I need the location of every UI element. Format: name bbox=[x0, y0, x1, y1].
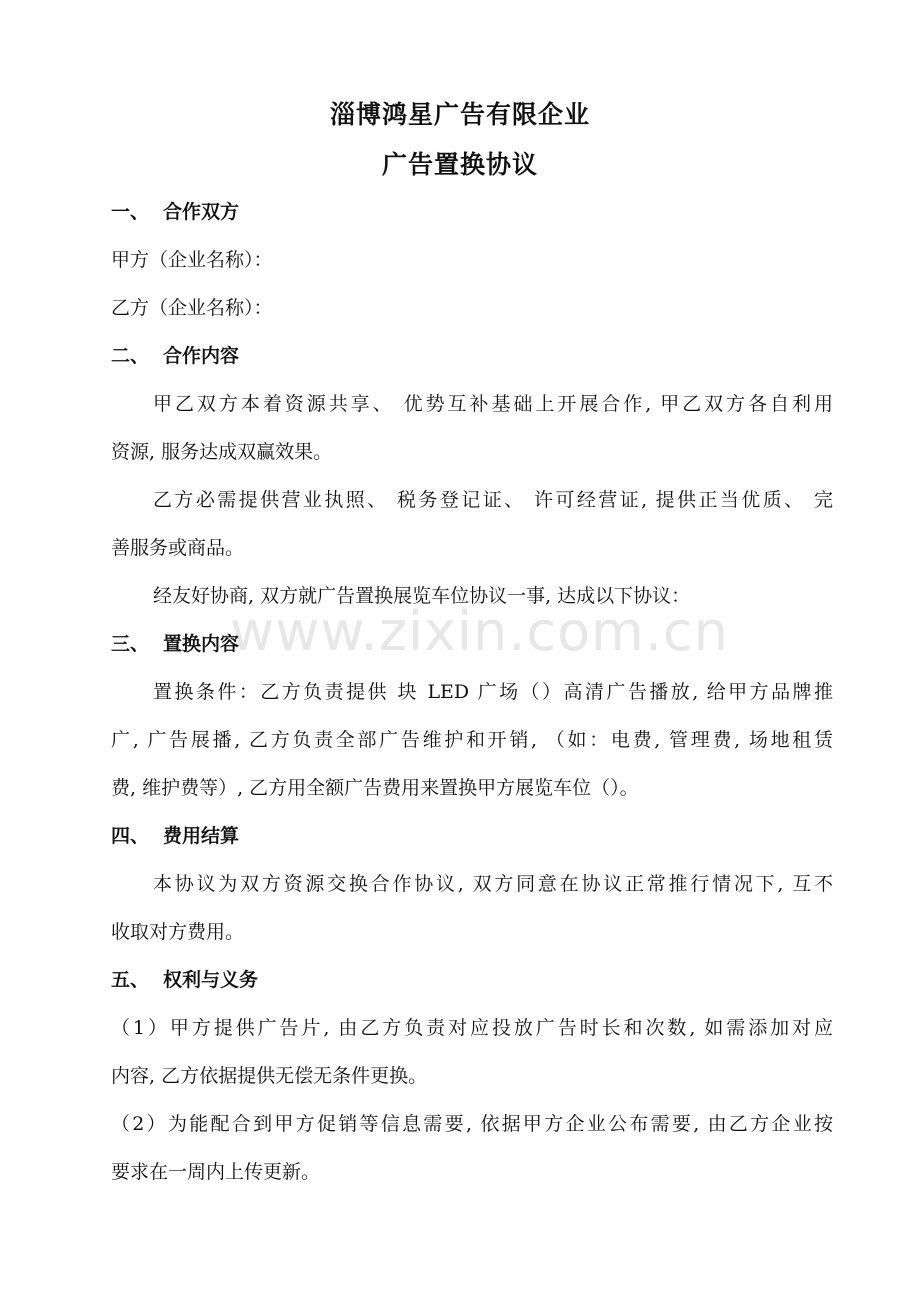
section-number: 一、 bbox=[111, 201, 150, 223]
party-a-line: 甲方（企业名称）： bbox=[111, 249, 273, 271]
company-title: 淄博鸿星广告有限企业 bbox=[329, 100, 590, 129]
paragraph-line: 收取对方费用。 bbox=[111, 921, 245, 943]
agreement-title: 广告置换协议 bbox=[381, 150, 538, 179]
paragraph-line: 善服务或商品。 bbox=[111, 537, 245, 559]
section-title: 合作双方 bbox=[163, 201, 240, 223]
section-number: 四、 bbox=[111, 825, 150, 847]
section-title: 合作内容 bbox=[163, 345, 240, 367]
section-number: 五、 bbox=[111, 969, 150, 991]
section-heading-5 bbox=[111, 965, 258, 992]
paragraph-line: 资源, 服务达成双赢效果。 bbox=[111, 441, 333, 463]
section-number: 三、 bbox=[111, 633, 150, 655]
watermark: www.zixin.com.cn bbox=[230, 600, 729, 663]
paragraph-line: （2）为能配合到甲方促销等信息需要, 依据甲方企业公布需要, 由乙方企业按 bbox=[111, 1113, 833, 1135]
section-title: 置换内容 bbox=[163, 633, 240, 655]
section-heading-3 bbox=[111, 629, 239, 656]
paragraph-line: 广, 广告展播, 乙方负责全部广告维护和开销, （如：电费, 管理费, 场地租赁 bbox=[111, 729, 833, 751]
paragraph-line: 要求在一周内上传更新。 bbox=[111, 1161, 321, 1183]
section-heading-1 bbox=[111, 197, 239, 224]
section-number: 二、 bbox=[111, 345, 150, 367]
paragraph-line: 内容, 乙方依据提供无偿无条件更换。 bbox=[111, 1065, 428, 1087]
party-b-line: 乙方（企业名称）： bbox=[111, 297, 273, 319]
paragraph-line: 费, 维护费等）, 乙方用全额广告费用来置换甲方展览车位（）。 bbox=[111, 777, 639, 799]
paragraph-line: 置换条件：乙方负责提供 块 LED 广场（）高清广告播放, 给甲方品牌推 bbox=[153, 681, 833, 703]
paragraph-line: （1）甲方提供广告片, 由乙方负责对应投放广告时长和次数, 如需添加对应 bbox=[111, 1017, 833, 1039]
section-heading-2 bbox=[111, 341, 239, 368]
paragraph-line: 甲乙双方本着资源共享、 优势互补基础上开展合作, 甲乙双方各自利用 bbox=[153, 393, 833, 415]
paragraph-line: 经友好协商, 双方就广告置换展览车位协议一事, 达成以下协议： bbox=[153, 585, 691, 607]
paragraph-line: 本协议为双方资源交换合作协议, 双方同意在协议正常推行情况下, 互不 bbox=[153, 873, 833, 895]
section-title: 费用结算 bbox=[163, 825, 240, 847]
section-heading-4 bbox=[111, 821, 239, 848]
paragraph-line: 乙方必需提供营业执照、 税务登记证、 许可经营证, 提供正当优质、 完 bbox=[153, 489, 833, 511]
section-title: 权利与义务 bbox=[163, 969, 259, 991]
